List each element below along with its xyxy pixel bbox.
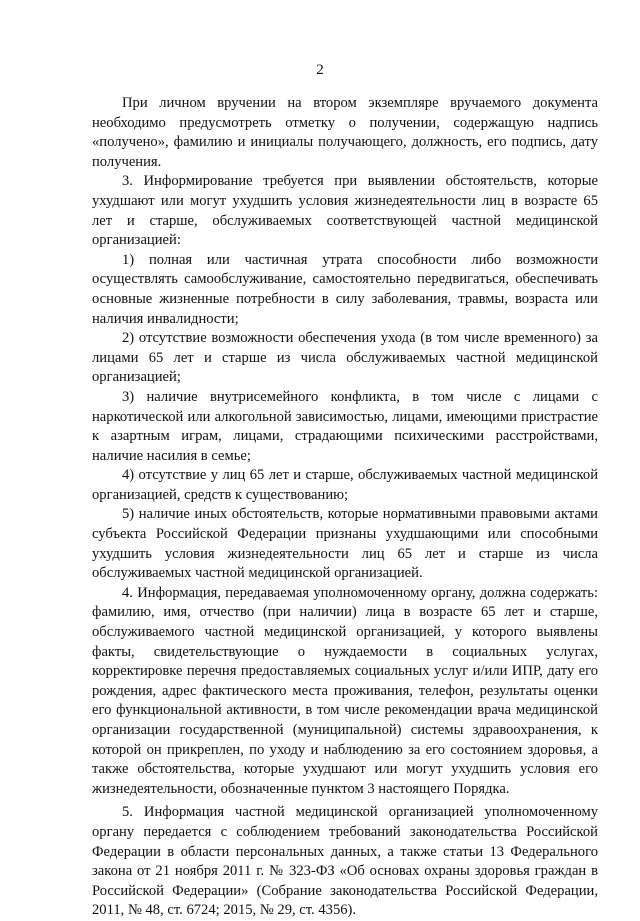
list-item-3-1: 1) полная или частичная утрата способности либо возможности осуществлять самообслуживание, самостоятельно передвигаться, обеспечивать основные жизненные потребности в силу заболевания, травмы, возраста или наличия инвалидности; xyxy=(92,251,598,327)
document-body xyxy=(92,94,598,921)
list-item-3-5: 5) наличие иных обстоятельств, которые нормативными правовыми актами субъекта Российской Федерации признаны ухудшающими или способными ухудшить условия жизнедеятельности лиц 65 лет и старше из числа обслуживаемых частной медицинской организацией. xyxy=(92,506,598,582)
paragraph-delivery-receipt: При личном вручении на втором экземпляре вручаемого документа необходимо предусмотреть отметку о получении, содержащую надпись «получено», фамилию и инициалы получающего, должность, его подпись, дату получения. xyxy=(92,95,598,170)
paragraph-section-5: 5. Информация частной медицинской организацией уполномоченному органу передается с соблюдением требований законодательства Российской Федерации в области персональных данных, а также статьи 13 Федерального закона от 21 ноября 2011 г. № 323-ФЗ «Об основах охраны здоровья граждан в Российской Федерации» (Собрание законодательства Российской Федерации, 2011, № 48, ст. 6724; 2015, № 29, ст. 4356). xyxy=(92,804,598,919)
paragraph-section-4: 4. Информация, передаваемая уполномоченному органу, должна содержать: фамилию, имя, отчество (при наличии) лица в возрасте 65 лет и старше, обслуживаемого частной медицинской организацией, у которого выявлены факты, свидетельствующие о нуждаемости в социальных услугах, корректировке перечня предоставляемых социальных услуг и/или ИПР, дату его рождения, адрес фактического места проживания, телефон, результаты оценки его функциональной активности, в том числе рекомендации врача медицинской организации государственной (муниципальной) системы здравоохранения, к которой он прикреплен, по уходу и наблюдению за его состоянием здоровья, а также обстоятельства, которые ухудшают или могут ухудшить условия его жизнедеятельности, обозначенные пунктом 3 настоящего Порядка. xyxy=(92,584,598,797)
list-item-3-3: 3) наличие внутрисемейного конфликта, в том числе с лицами с наркотической или алкогольной зависимостью, лицами, имеющими пристрастие к азартным играм, лицами, страдающими психическими расстройствами, наличие насилия в семье; xyxy=(92,388,598,464)
paragraph-section-3: 3. Информирование требуется при выявлении обстоятельств, которые ухудшают или могут ухудшить условия жизнедеятельности лиц в возрасте 65 лет и старше, обслуживаемых соответствующей частной медицинской организацией: xyxy=(92,173,598,249)
list-item-3-4: 4) отсутствие у лиц 65 лет и старше, обслуживаемых частной медицинской организацией, средств к существованию; xyxy=(92,467,598,503)
list-item-3-2: 2) отсутствие возможности обеспечения ухода (в том числе временного) за лицами 65 лет и старше из числа обслуживаемых частной медицинской организацией; xyxy=(92,330,598,386)
page-number: 2 xyxy=(316,62,324,78)
